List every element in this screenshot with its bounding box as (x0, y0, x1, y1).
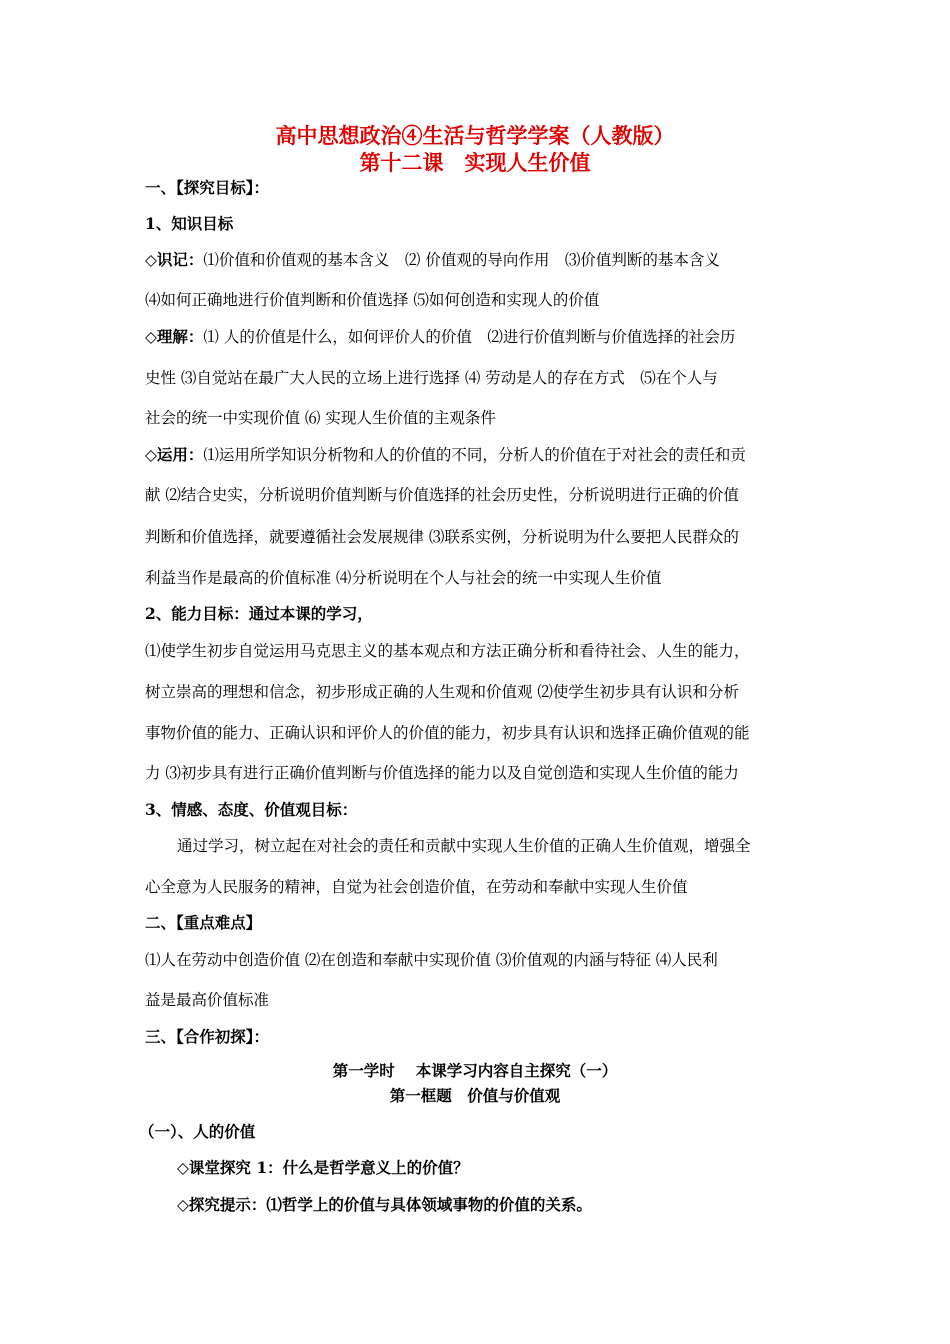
understand-label: ◇理解： (145, 327, 204, 346)
memorize-text-1: ⑴价值和价值观的基本含义 ⑵ 价值观的导向作用 ⑶价值判断的基本含义 (203, 251, 720, 269)
memorize-line-2: ⑷如何正确地进行价值判断和价值选择 ⑸如何创造和实现人的价值 (145, 291, 600, 309)
emotion-line-2: 心全意为人民服务的精神，自觉为社会创造价值，在劳动和奉献中实现人生价值 (145, 878, 688, 896)
section-heading-cooperation: 三、【合作初探】： (145, 1027, 270, 1046)
memorize-line-1 (145, 250, 720, 270)
knowledge-goals-heading: 1、知识目标 (145, 214, 234, 233)
key-points-line-2: 益是最高价值标准 (145, 991, 270, 1009)
ability-line-1: ⑴使学生初步自觉运用马克思主义的基本观点和方法正确分析和看待社会、人生的能力， (145, 642, 750, 660)
document-title: 高中思想政治④生活与哲学学案（人教版） (275, 123, 675, 148)
lesson-session-title: 第一学时 本课学习内容自主探究（一） (332, 1061, 618, 1080)
classroom-question-1: ◇课堂探究 1：什么是哲学意义上的价值？ (177, 1158, 469, 1177)
section-heading-goals: 一、【探究目标】： (145, 178, 270, 197)
understand-line-1 (145, 327, 735, 347)
apply-label: ◇运用： (145, 445, 204, 464)
apply-line-1 (145, 445, 746, 465)
human-value-heading: （一）、人的价值 (139, 1122, 256, 1141)
understand-text-1: ⑴ 人的价值是什么，如何评价人的价值 ⑵进行价值判断与价值选择的社会历 (203, 328, 736, 346)
apply-line-3: 判断和价值选择，就要遵循社会发展规律 ⑶联系实例，分析说明为什么要把人民群众的 (145, 528, 739, 546)
ability-goals-heading: 2、能力目标：通过本课的学习， (145, 604, 373, 623)
emotion-goals-heading: 3、情感、态度、价值观目标： (145, 800, 358, 819)
section-heading-key-points: 二、【重点难点】 (145, 913, 262, 932)
key-points-line-1: ⑴人在劳动中创造价值 ⑵在创造和奉献中实现价值 ⑶价值观的内涵与特征 ⑷人民利 (145, 951, 718, 969)
memorize-label: ◇识记： (145, 250, 204, 269)
frame-title: 第一框题 价值与价值观 (389, 1086, 561, 1105)
apply-text-1: ⑴运用所学知识分析物和人的价值的不同，分析人的价值在于对社会的责任和贡 (203, 446, 746, 464)
ability-line-4: 力 ⑶初步具有进行正确价值判断与价值选择的能力以及自觉创造和实现人生价值的能力 (145, 764, 739, 782)
apply-line-2: 献 ⑵结合史实，分析说明价值判断与价值选择的社会历史性，分析说明进行正确的价值 (145, 486, 739, 504)
exploration-hint: ◇探究提示：⑴哲学上的价值与具体领域事物的价值的关系。 (177, 1195, 592, 1214)
ability-line-3: 事物价值的能力、正确认识和评价人的价值的能力，初步具有认识和选择正确价值观的能 (145, 724, 750, 742)
emotion-line-1: 通过学习，树立起在对社会的责任和贡献中实现人生价值的正确人生价值观，增强全 (177, 837, 751, 855)
understand-line-3: 社会的统一中实现价值 ⑹ 实现人生价值的主观条件 (145, 409, 496, 427)
understand-line-2: 史性 ⑶自觉站在最广大人民的立场上进行选择 ⑷ 劳动是人的存在方式 ⑸在个人与 (145, 369, 718, 387)
apply-line-4: 利益当作是最高的价值标准 ⑷分析说明在个人与社会的统一中实现人生价值 (145, 569, 662, 587)
lesson-subtitle: 第十二课 实现人生价值 (359, 150, 591, 175)
ability-line-2: 树立崇高的理想和信念，初步形成正确的人生观和价值观 ⑵使学生初步具有认识和分析 (145, 683, 739, 701)
